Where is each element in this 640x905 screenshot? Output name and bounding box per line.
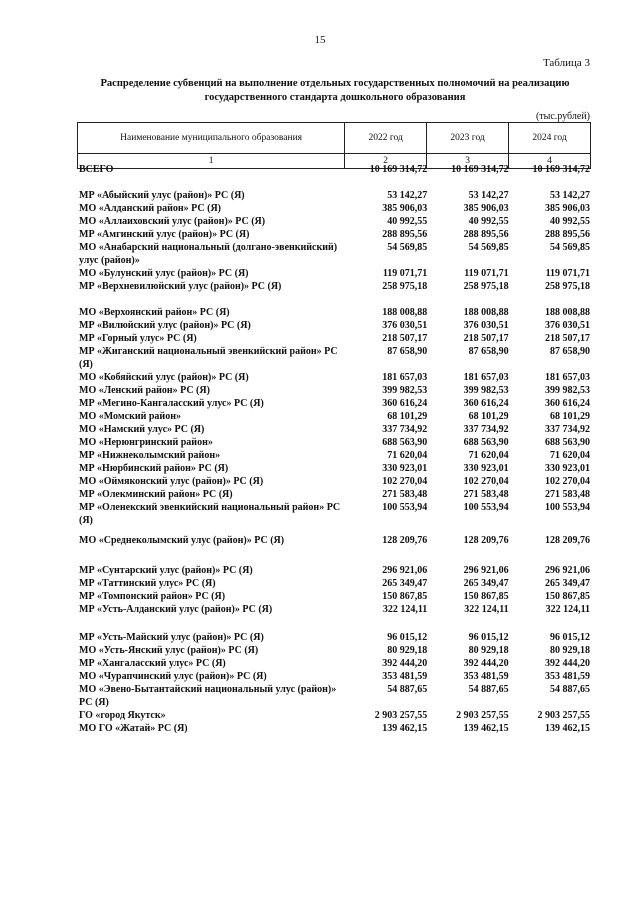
row-value-2023: 385 906,03 [463,203,509,214]
row-value-2022: 188 008,88 [382,307,428,318]
row-value-2023: 87 658,90 [468,346,509,357]
row-value-2024: 53 142,27 [550,190,591,201]
row-value-2022: 385 906,03 [382,203,428,214]
row-name: МР «Амгинский улус (район)» РС (Я) [79,229,250,240]
row-value-2022: 68 101,29 [387,411,428,422]
row-value-2024: 54 569,85 [550,242,591,253]
row-value-2024: 139 462,15 [545,723,591,734]
table-row [77,631,591,644]
row-value-2024: 150 867,85 [545,591,591,602]
row-value-2022: 71 620,04 [387,450,428,461]
row-value-2022: 40 992,55 [387,216,428,227]
header-name: Наименование муниципального образования [78,123,345,154]
row-name: МО «Алданский район» РС (Я) [79,203,222,214]
row-name: МО «Момский район» [79,411,181,422]
row-value-2023: 376 030,51 [463,320,509,331]
row-name: МО «Среднеколымский улус (район)» РС (Я) [79,535,285,546]
table-row [77,722,591,735]
table-row [77,371,591,384]
table-row [77,657,591,670]
row-value-2023: 181 657,03 [463,372,509,383]
row-value-2023: 68 101,29 [468,411,509,422]
row-value-2022: 2 903 257,55 [374,710,428,721]
row-value-2024: 218 507,17 [545,333,591,344]
row-value-2024: 392 444,20 [545,658,591,669]
row-gap [77,176,591,189]
row-value-2022: 10 169 314,72 [369,164,428,175]
row-name: МР «Усть-Алданский улус (район)» РС (Я) [79,604,273,615]
row-value-2023: 218 507,17 [463,333,509,344]
row-value-2022: 54 887,65 [387,684,428,695]
row-name: МО «Эвено-Бытантайский национальный улус (район)» РС (Я) [79,684,337,708]
row-value-2024: 102 270,04 [545,476,591,487]
row-value-2023: 337 734,92 [463,424,509,435]
row-value-2023: 53 142,27 [468,190,509,201]
row-value-2024: 296 921,06 [545,565,591,576]
row-value-2024: 96 015,12 [550,632,591,643]
row-value-2024: 322 124,11 [545,604,591,615]
row-value-2023: 265 349,47 [463,578,509,589]
table-row [77,577,591,590]
table-row [77,319,591,332]
row-value-2022: 688 563,90 [382,437,428,448]
row-name: МР «Верхневилюйский улус (район)» РС (Я) [79,281,282,292]
row-name: МО «Нерюнгринский район» [79,437,213,448]
row-name: МО «Кобяйский улус (район)» РС (Я) [79,372,249,383]
table-row [77,670,591,683]
row-gap [77,293,591,306]
row-value-2022: 119 071,71 [382,268,428,279]
row-value-2023: 399 982,53 [463,385,509,396]
table-row [77,384,591,397]
row-value-2024: 87 658,90 [550,346,591,357]
table-row [77,501,591,527]
row-value-2022: 53 142,27 [387,190,428,201]
row-value-2022: 296 921,06 [382,565,428,576]
row-value-2024: 188 008,88 [545,307,591,318]
row-name: МО «Аллаиховский улус (район)» РС (Я) [79,216,266,227]
row-name: ГО «город Якутск» [79,710,166,721]
table-row [77,410,591,423]
row-value-2024: 337 734,92 [545,424,591,435]
row-name: МР «Усть-Майский улус (район)» РС (Я) [79,632,264,643]
table-row [77,488,591,501]
table-row [77,683,591,709]
row-value-2024: 360 616,24 [545,398,591,409]
table-row [77,709,591,722]
row-value-2022: 337 734,92 [382,424,428,435]
table-row [77,564,591,577]
row-name: МР «Горный улус» РС (Я) [79,333,197,344]
row-value-2023: 71 620,04 [468,450,509,461]
row-name: МО «Анабарский национальный (долгано-эвенкийский) улус (район)» [79,242,338,266]
row-name: МР «Абыйский улус (район)» РС (Я) [79,190,245,201]
column-number-2: 2 [345,154,427,169]
table-row [77,423,591,436]
row-gap [77,616,591,629]
table-row [77,202,591,215]
table-row [77,475,591,488]
row-value-2022: 87 658,90 [387,346,428,357]
row-value-2023: 100 553,94 [463,502,509,513]
row-value-2022: 128 209,76 [382,535,428,546]
row-value-2023: 139 462,15 [463,723,509,734]
row-value-2023: 330 923,01 [463,463,509,474]
table-row [77,189,591,202]
row-name: МО «Усть-Янский улус (район)» РС (Я) [79,645,259,656]
table-label: Таблица 3 [542,57,590,69]
row-gap [77,547,591,560]
row-name: МО «Верхоянский район» РС (Я) [79,307,230,318]
row-value-2024: 68 101,29 [550,411,591,422]
table-row [77,332,591,345]
row-value-2023: 10 169 314,72 [451,164,509,175]
table-row [77,449,591,462]
table-row [77,228,591,241]
row-value-2024: 688 563,90 [545,437,591,448]
row-name: МР «Жиганский национальный эвенкийский район» РС (Я) [79,346,338,370]
row-value-2023: 54 887,65 [468,684,509,695]
row-name: МР «Нюрбинский район» РС (Я) [79,463,229,474]
row-name: МР «Олекминский район» РС (Я) [79,489,233,500]
row-value-2024: 80 929,18 [550,645,591,656]
row-value-2024: 40 992,55 [550,216,591,227]
row-value-2023: 80 929,18 [468,645,509,656]
row-value-2022: 139 462,15 [382,723,428,734]
row-value-2022: 360 616,24 [382,398,428,409]
row-value-2024: 10 169 314,72 [532,164,591,175]
row-value-2024: 71 620,04 [550,450,591,461]
row-value-2022: 181 657,03 [382,372,428,383]
row-name: МО «Булунский улус (район)» РС (Я) [79,268,249,279]
row-value-2022: 54 569,85 [387,242,428,253]
row-value-2024: 100 553,94 [545,502,591,513]
row-value-2023: 150 867,85 [463,591,509,602]
row-value-2024: 288 895,56 [545,229,591,240]
title-line-1: Распределение субвенций на выполнение отдельных государственных полномочий на реализацию [100,78,570,89]
table-row [77,436,591,449]
row-name: МО «Оймяконский улус (район)» РС (Я) [79,476,264,487]
table-row [77,397,591,410]
row-value-2022: 288 895,56 [382,229,428,240]
row-value-2023: 40 992,55 [468,216,509,227]
header-2024: 2024 год [509,123,591,154]
table-row [77,241,591,267]
page-number: 15 [314,34,326,46]
row-value-2024: 330 923,01 [545,463,591,474]
row-name: МР «Оленекский эвенкийский национальный район» РС (Я) [79,502,341,526]
header-2022: 2022 год [345,123,427,154]
row-value-2023: 296 921,06 [463,565,509,576]
row-value-2022: 218 507,17 [382,333,428,344]
title-line-2: государственного стандарта дошкольного образования [204,92,466,103]
row-value-2023: 2 903 257,55 [456,710,509,721]
units-label: (тыс.рублей) [535,111,590,122]
row-value-2023: 54 569,85 [468,242,509,253]
row-value-2022: 376 030,51 [382,320,428,331]
row-value-2024: 2 903 257,55 [537,710,591,721]
table-row [77,306,591,319]
row-value-2023: 271 583,48 [463,489,509,500]
row-value-2023: 288 895,56 [463,229,509,240]
table-row [77,267,591,280]
row-value-2022: 80 929,18 [387,645,428,656]
row-value-2022: 322 124,11 [382,604,428,615]
row-name: МР «Мегино-Кангаласский улус» РС (Я) [79,398,264,409]
row-name: МР «Нижнеколымский район» [79,450,221,461]
row-value-2024: 353 481,59 [545,671,591,682]
column-number-4: 4 [509,154,591,169]
header-2023: 2023 год [427,123,509,154]
row-value-2023: 688 563,90 [463,437,509,448]
row-value-2022: 265 349,47 [382,578,428,589]
row-value-2024: 399 982,53 [545,385,591,396]
row-value-2024: 265 349,47 [545,578,591,589]
row-value-2022: 392 444,20 [382,658,428,669]
row-value-2024: 271 583,48 [545,489,591,500]
row-value-2024: 376 030,51 [545,320,591,331]
column-number-3: 3 [427,154,509,169]
row-value-2023: 188 008,88 [463,307,509,318]
row-value-2022: 96 015,12 [387,632,428,643]
row-value-2022: 399 982,53 [382,385,428,396]
table-row-total [77,163,591,176]
row-name: МР «Хангаласский улус» РС (Я) [79,658,226,669]
row-value-2024: 54 887,65 [550,684,591,695]
row-name: МО «Намский улус» РС (Я) [79,424,205,435]
row-value-2024: 181 657,03 [545,372,591,383]
row-name: МО «Чурапчинский улус (район)» РС (Я) [79,671,267,682]
row-name: МР «Вилюйский улус (район)» РС (Я) [79,320,251,331]
row-value-2022: 258 975,18 [382,281,428,292]
row-value-2023: 322 124,11 [464,604,509,615]
table-row [77,462,591,475]
row-value-2023: 258 975,18 [463,281,509,292]
table-body [77,163,591,735]
row-value-2023: 96 015,12 [468,632,509,643]
column-number-1: 1 [78,154,345,169]
table-row [77,345,591,371]
row-value-2022: 330 923,01 [382,463,428,474]
row-value-2022: 353 481,59 [382,671,428,682]
row-value-2022: 102 270,04 [382,476,428,487]
row-name: ВСЕГО [79,164,114,175]
table-row [77,603,591,616]
row-name: МО «Ленский район» РС (Я) [79,385,210,396]
row-value-2024: 128 209,76 [545,535,591,546]
row-value-2023: 102 270,04 [463,476,509,487]
table-row [77,215,591,228]
row-name: МР «Сунтарский улус (район)» РС (Я) [79,565,253,576]
row-value-2023: 392 444,20 [463,658,509,669]
row-value-2024: 258 975,18 [545,281,591,292]
table-row [77,534,591,547]
row-value-2022: 100 553,94 [382,502,428,513]
table-header [77,122,591,169]
table-row [77,590,591,603]
row-name: МР «Томпонский район» РС (Я) [79,591,226,602]
row-value-2022: 150 867,85 [382,591,428,602]
header-row [78,123,591,154]
table-row [77,280,591,293]
document-title [70,77,600,105]
row-value-2022: 271 583,48 [382,489,428,500]
row-value-2024: 119 071,71 [545,268,591,279]
row-name: МО ГО «Жатай» РС (Я) [79,723,188,734]
row-name: МР «Таттинский улус» РС (Я) [79,578,216,589]
row-value-2023: 360 616,24 [463,398,509,409]
row-value-2024: 385 906,03 [545,203,591,214]
row-value-2023: 128 209,76 [463,535,509,546]
row-value-2023: 119 071,71 [464,268,509,279]
table-row [77,644,591,657]
row-value-2023: 353 481,59 [463,671,509,682]
